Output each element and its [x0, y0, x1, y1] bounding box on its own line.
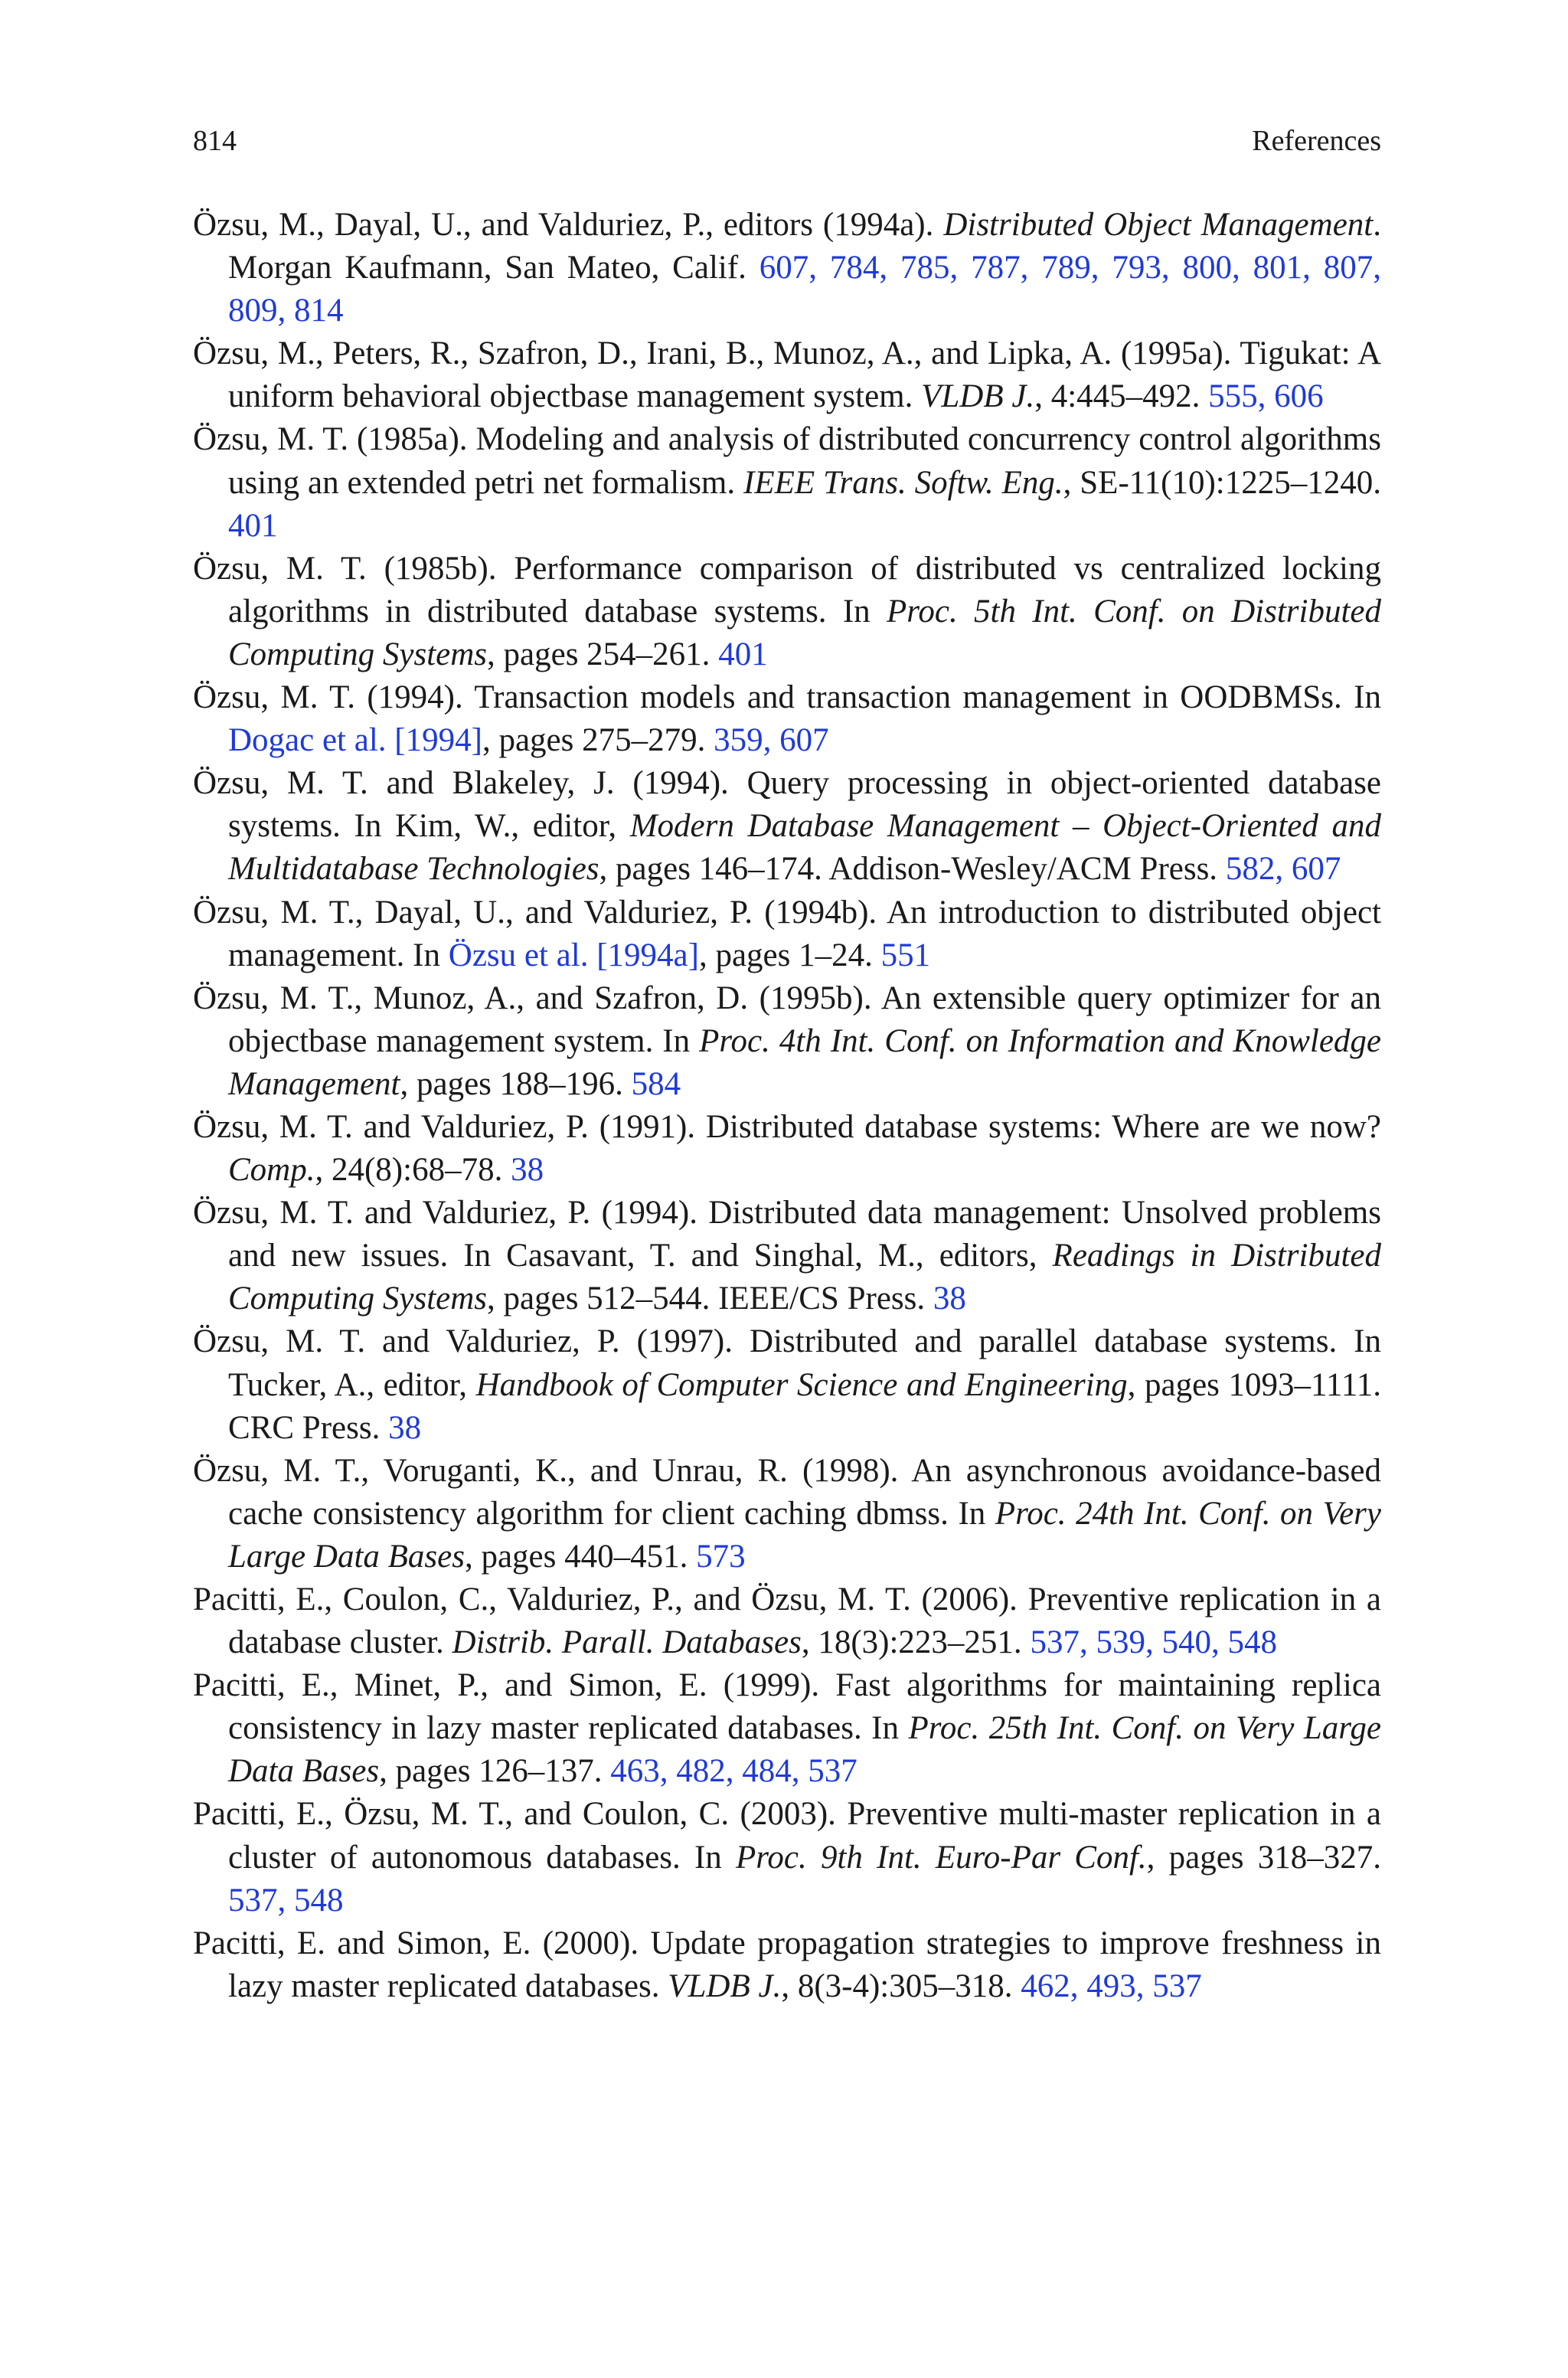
page-backlinks[interactable]: 401 — [228, 507, 278, 544]
page-backlinks[interactable]: 463, 482, 484, 537 — [610, 1753, 858, 1790]
reference-text: Özsu, M. T. and Blakeley, J. (1994). Query processing in object-oriented database systems. In Kim, W., editor, — [193, 765, 1381, 845]
page-number: 814 — [193, 125, 237, 157]
reference-entry — [193, 762, 1381, 891]
reference-text: , pages 1–24. — [698, 937, 881, 973]
reference-entry — [193, 1320, 1381, 1449]
reference-title: Proc. 5th Int. Conf. on Distributed Computing Systems — [228, 593, 1381, 672]
page-backlinks[interactable]: 537, 539, 540, 548 — [1030, 1624, 1277, 1661]
reference-entry — [193, 891, 1381, 977]
reference-text: , pages 318–327. — [1146, 1839, 1381, 1876]
reference-title: VLDB J. — [921, 378, 1035, 415]
reference-text: Özsu, M. T. and Valduriez, P. (1994). Distributed data management: Unsolved problems and new issues. In Casavant, T. and Singhal, M., editors, — [193, 1195, 1381, 1274]
reference-text: . Morgan Kaufmann, San Mateo, Calif. — [228, 207, 1381, 286]
page-backlinks[interactable]: 359, 607 — [714, 722, 829, 759]
reference-text: , pages 126–137. — [379, 1753, 611, 1790]
reference-text: , pages 512–544. IEEE/CS Press. — [487, 1281, 933, 1317]
page-backlinks[interactable]: 462, 493, 537 — [1021, 1967, 1202, 2004]
reference-title: Distributed Object Management — [943, 207, 1374, 243]
reference-title: Modern Database Management – Object-Oriented and Multidatabase Technologies — [228, 808, 1381, 888]
reference-title: Proc. 24th Int. Conf. on Very Large Data Bases — [228, 1495, 1381, 1575]
reference-text: , pages 1093–1111. CRC Press. — [228, 1366, 1381, 1446]
reference-text: Özsu, M. T. and Valduriez, P. (1991). Distributed database systems: Where are we now? — [193, 1108, 1381, 1145]
reference-text: Özsu, M., Peters, R., Szafron, D., Irani, B., Munoz, A., and Lipka, A. (1995a). Tigukat: A uniform behavioral objectbase management system. — [193, 335, 1381, 415]
page-backlinks[interactable]: 607, 784, 785, 787, 789, 793, 800, 801, 807, 809, 814 — [228, 250, 1382, 329]
reference-entry — [193, 1922, 1381, 2008]
page-backlinks[interactable]: 537, 548 — [228, 1882, 344, 1918]
page-backlinks[interactable]: 573 — [696, 1538, 746, 1575]
reference-text: , 18(3):223–251. — [801, 1624, 1031, 1661]
reference-list — [193, 204, 1381, 2008]
reference-text: , 8(3-4):305–318. — [781, 1967, 1021, 2004]
reference-text: , SE-11(10):1225–1240. — [1063, 464, 1381, 501]
reference-text: , pages 275–279. — [482, 722, 714, 759]
reference-text: Özsu, M. T. (1985a). Modeling and analysis of distributed concurrency control algorithms using an extended petri net formalism. — [193, 421, 1381, 501]
reference-text: Pacitti, E., Coulon, C., Valduriez, P., and Özsu, M. T. (2006). Preventive replication in a database cluster. — [193, 1582, 1381, 1661]
reference-text: Özsu, M. T., Munoz, A., and Szafron, D. (1995b). An extensible query optimizer for an objectbase management system. In — [193, 980, 1381, 1059]
reference-text: , pages 440–451. — [464, 1538, 697, 1575]
book-page — [193, 123, 1381, 2008]
reference-title: Proc. 9th Int. Euro-Par Conf. — [736, 1839, 1147, 1876]
reference-entry — [193, 1664, 1381, 1793]
reference-entry — [193, 1793, 1381, 1922]
reference-text: Özsu, M. T., Dayal, U., and Valduriez, P. (1994b). An introduction to distributed object management. In — [193, 894, 1381, 973]
reference-title: Handbook of Computer Science and Engineering — [475, 1366, 1128, 1403]
reference-title: IEEE Trans. Softw. Eng. — [743, 464, 1063, 501]
reference-text: , pages 254–261. — [487, 636, 719, 672]
reference-entry — [193, 977, 1381, 1106]
page-backlinks[interactable]: 555, 606 — [1208, 378, 1324, 415]
page-backlinks[interactable]: 38 — [933, 1281, 966, 1317]
citation-link[interactable]: Dogac et al. [1994] — [228, 722, 482, 759]
reference-title: Readings in Distributed Computing Systems — [228, 1238, 1381, 1317]
page-backlinks[interactable]: 551 — [880, 937, 931, 973]
reference-entry — [193, 548, 1381, 676]
reference-entry — [193, 1578, 1381, 1664]
reference-text: Özsu, M. T., Voruganti, K., and Unrau, R. (1998). An asynchronous avoidance-based cache consistency algorithm for client caching dbmss. In — [193, 1452, 1381, 1532]
page-backlinks[interactable]: 38 — [511, 1152, 544, 1189]
reference-title: Comp. — [228, 1152, 315, 1189]
reference-text: Pacitti, E., Özsu, M. T., and Coulon, C. (2003). Preventive multi-master replication in a cluster of autonomous databases. In — [193, 1796, 1381, 1876]
reference-text: Özsu, M., Dayal, U., and Valduriez, P., editors (1994a). — [193, 207, 944, 243]
reference-text: , pages 188–196. — [400, 1065, 632, 1102]
page-backlinks[interactable]: 582, 607 — [1225, 851, 1341, 888]
reference-text: Özsu, M. T. (1994). Transaction models and transaction management in OODBMSs. In — [193, 679, 1381, 716]
page-backlinks[interactable]: 584 — [631, 1065, 681, 1102]
reference-text: Özsu, M. T. and Valduriez, P. (1997). Distributed and parallel database systems. In Tucker, A., editor, — [193, 1323, 1381, 1403]
reference-entry — [193, 204, 1381, 332]
page-backlinks[interactable]: 38 — [388, 1409, 422, 1446]
reference-text: , 24(8):68–78. — [315, 1152, 511, 1189]
reference-title: Proc. 4th Int. Conf. on Information and Knowledge Management — [228, 1022, 1381, 1102]
reference-entry — [193, 332, 1381, 418]
citation-link[interactable]: Özsu et al. [1994a] — [448, 937, 699, 973]
reference-text: Pacitti, E. and Simon, E. (2000). Update propagation strategies to improve freshness in lazy master replicated databases. — [193, 1925, 1381, 2004]
reference-title: Distrib. Parall. Databases — [452, 1624, 802, 1661]
reference-text: , pages 146–174. Addison-Wesley/ACM Press. — [599, 851, 1226, 888]
reference-entry — [193, 418, 1381, 547]
reference-title: Proc. 25th Int. Conf. on Very Large Data Bases — [228, 1710, 1381, 1790]
reference-text: Pacitti, E., Minet, P., and Simon, E. (1999). Fast algorithms for maintaining replica consistency in lazy master replicated databases. In — [193, 1667, 1381, 1747]
reference-entry — [193, 1106, 1381, 1192]
reference-text: Özsu, M. T. (1985b). Performance comparison of distributed vs centralized locking algorithms in distributed database systems. In — [193, 550, 1381, 630]
reference-entry — [193, 1192, 1381, 1320]
reference-entry — [193, 676, 1381, 762]
section-title: References — [1252, 125, 1381, 157]
reference-entry — [193, 1450, 1381, 1578]
running-head — [193, 123, 1381, 159]
reference-text: , 4:445–492. — [1034, 378, 1209, 415]
reference-title: VLDB J. — [668, 1967, 782, 2004]
page-backlinks[interactable]: 401 — [718, 636, 768, 672]
